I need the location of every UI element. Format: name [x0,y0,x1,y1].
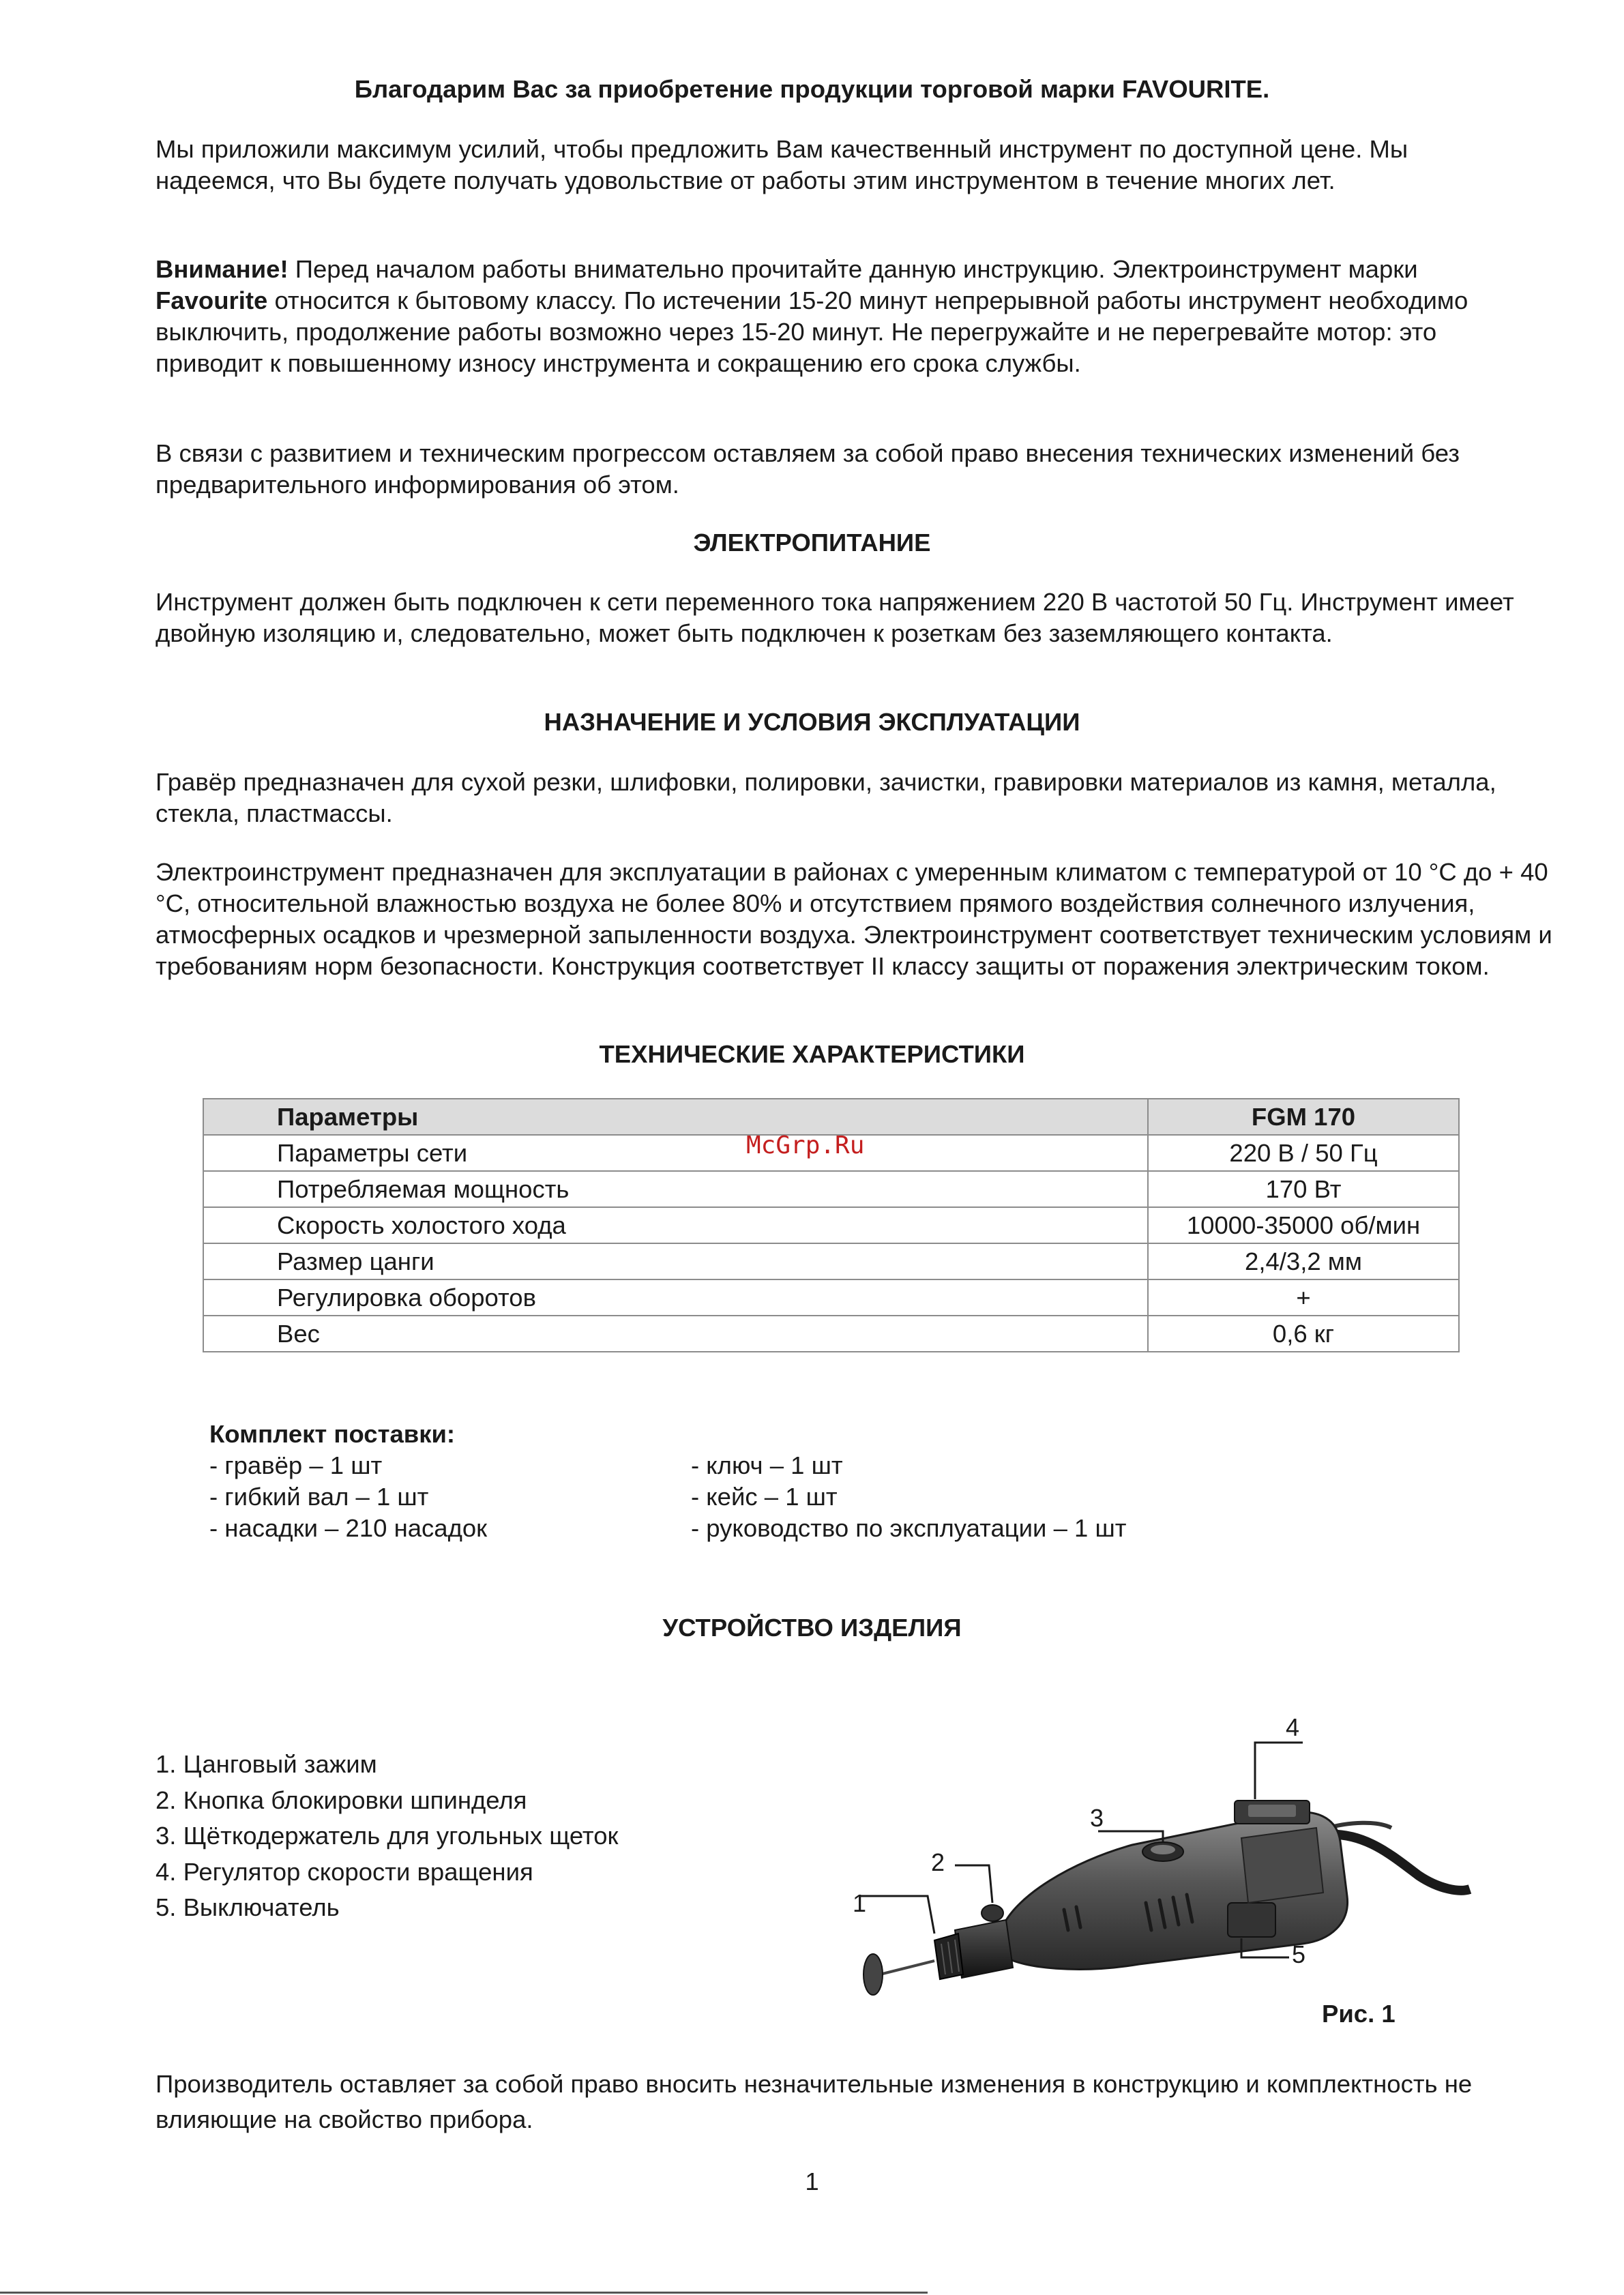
spec-value: 170 Вт [1148,1171,1459,1207]
disclaimer-paragraph: Производитель оставляет за собой право вносить незначительные изменения в конструкцию и комплектность не влияющие на свойство прибора. [156,2070,1473,2133]
warning-text-a: Перед началом работы внимательно прочитайте данную инструкцию. Электроинструмент марки [288,255,1418,283]
spec-header-param: Параметры [203,1099,1148,1135]
table-row [203,1279,1459,1316]
callout-5: 5 [1292,1940,1306,1968]
table-row [203,1316,1459,1352]
purpose-paragraph-2: Электроинструмент предназначен для эксплуатации в районах с умеренным климатом с температурой от 10 °С до + 40 °С, относительной влажностью воздуха не более 80% и отсутствием прямого воздействия солнечного излучения, атмосферных осадков и чрезмерной запыленности воздуха. Электроинструмент соответствует техническим условиям и требованиям норм безопасности. Конструкция соответствует II классу защиты от поражения электрическим током. [156,858,1552,980]
spec-header-model: FGM 170 [1148,1099,1459,1135]
parts-list [156,1747,619,1926]
warning-paragraph [156,254,1520,379]
spec-param: Потребляемая мощность [203,1171,1148,1207]
changes-notice: В связи с развитием и техническим прогрессом оставляем за собой право внесения технических изменений без предварительного информирования об этом. [156,439,1460,499]
list-item: 3. Щёткодержатель для угольных щеток [156,1822,619,1850]
list-item: - гибкий вал – 1 шт [209,1483,429,1511]
speed-dial-top [1248,1805,1296,1817]
list-item: 1. Цанговый зажим [156,1750,377,1778]
spec-value: + [1148,1279,1459,1316]
kit-list-right [691,1450,1126,1544]
page-number: 1 [805,2167,819,2195]
list-item: 4. Регулятор скорости вращения [156,1857,533,1886]
brand-name: Favourite [156,286,268,314]
table-row [203,1243,1459,1279]
list-item: 5. Выключатель [156,1893,340,1921]
warning-label: Внимание! [156,255,289,283]
list-item: - ключ – 1 шт [691,1451,843,1479]
callout-4: 4 [1286,1713,1300,1741]
kit-list-left [209,1450,487,1544]
table-row [203,1171,1459,1207]
spec-value: 0,6 кг [1148,1316,1459,1352]
grip-panel [1241,1828,1323,1903]
spec-value: 220 В / 50 Гц [1148,1135,1459,1171]
specs-heading: ТЕХНИЧЕСКИЕ ХАРАКТЕРИСТИКИ [599,1040,1025,1068]
list-item: - насадки – 210 насадок [209,1514,488,1542]
list-item: - кейс – 1 шт [691,1483,838,1511]
power-switch [1228,1903,1275,1937]
callout-2: 2 [931,1848,945,1876]
intro-paragraph: Мы приложили максимум усилий, чтобы предложить Вам качественный инструмент по доступной цене. Мы надеемся, что Вы будете получать удовольствие от работы этим инструментом в течение многих лет. [156,135,1408,194]
intro-title: Благодарим Вас за приобретение продукции торговой марки FAVOURITE. [354,75,1270,103]
callout-1: 1 [853,1889,867,1917]
collet-nut [934,1934,963,1979]
purpose-heading: НАЗНАЧЕНИЕ И УСЛОВИЯ ЭКСПЛУАТАЦИИ [544,708,1080,736]
power-heading: ЭЛЕКТРОПИТАНИЕ [693,529,931,557]
power-paragraph: Инструмент должен быть подключен к сети переменного тока напряжением 220 В частотой 50 Гц. Инструмент имеет двойную изоляцию и, следовательно, может быть подключен к розеткам без заземляющего контакта. [156,588,1514,647]
callout-3: 3 [1090,1804,1104,1832]
spec-param: Вес [203,1316,1148,1352]
spec-value: 10000-35000 об/мин [1148,1207,1459,1243]
spec-param: Регулировка оборотов [203,1279,1148,1316]
spec-table-header [203,1099,1459,1135]
warning-text-b: относится к бытовому классу. По истечении 15-20 минут непрерывной работы инструмент необходимо выключить, продолжение работы возможно через 15-20 минут. Не перегружайте и не перегревайте мотор: это приводит к повышенному износу инструмента и сокращению его срока службы. [156,286,1468,377]
table-row [203,1207,1459,1243]
spindle-lock-button [981,1905,1003,1921]
watermark: McGrp.Ru [746,1131,865,1159]
spec-param: Размер цанги [203,1243,1148,1279]
purpose-paragraph-1: Гравёр предназначен для сухой резки, шлифовки, полировки, зачистки, гравировки материалов из камня, металла, стекла, пластмассы. [156,768,1496,827]
rotary-tool-figure [846,1698,1473,2039]
brush-holder-cap [1151,1845,1175,1854]
accessory-disc [863,1954,883,1995]
list-item: 2. Кнопка блокировки шпинделя [156,1786,527,1814]
kit-title: Комплект поставки: [209,1420,456,1448]
bottom-rule [0,2292,928,2294]
accessory-shaft [880,1961,934,1974]
spec-value: 2,4/3,2 мм [1148,1243,1459,1279]
figure-caption: Рис. 1 [1322,2000,1396,2028]
spec-param: Параметры сети [203,1135,1148,1171]
list-item: - руководство по эксплуатации – 1 шт [691,1514,1127,1542]
list-item: - гравёр – 1 шт [209,1451,383,1479]
collet-nose [955,1920,1013,1978]
device-heading: УСТРОЙСТВО ИЗДЕЛИЯ [662,1614,962,1642]
spec-param: Скорость холостого хода [203,1207,1148,1243]
